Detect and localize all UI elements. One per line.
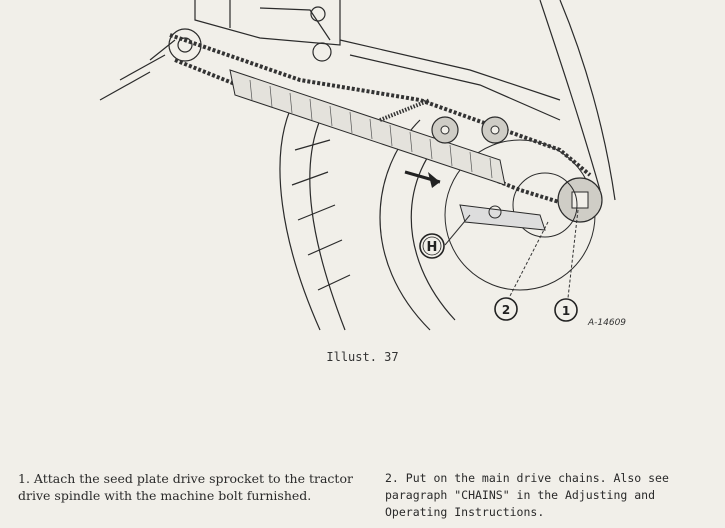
callout-1 bbox=[555, 299, 577, 321]
svg-text:H: H bbox=[426, 240, 438, 255]
callout-2 bbox=[495, 298, 517, 320]
figure-caption: Illust. 37 bbox=[326, 350, 399, 364]
svg-text:1: 1 bbox=[561, 304, 571, 318]
callout-h bbox=[420, 234, 444, 258]
figure-id: A-14609 bbox=[588, 318, 627, 328]
paragraph-2: 2. Put on the main drive chains. Also see paragraph "CHAINS" in the Adjusting and Operating Instructions. bbox=[385, 471, 669, 519]
paragraph-1: 1. Attach the seed plate drive sprocket to the tractor drive spindle with the machine bolt furnished. bbox=[18, 471, 353, 503]
svg-text:2: 2 bbox=[501, 303, 511, 317]
